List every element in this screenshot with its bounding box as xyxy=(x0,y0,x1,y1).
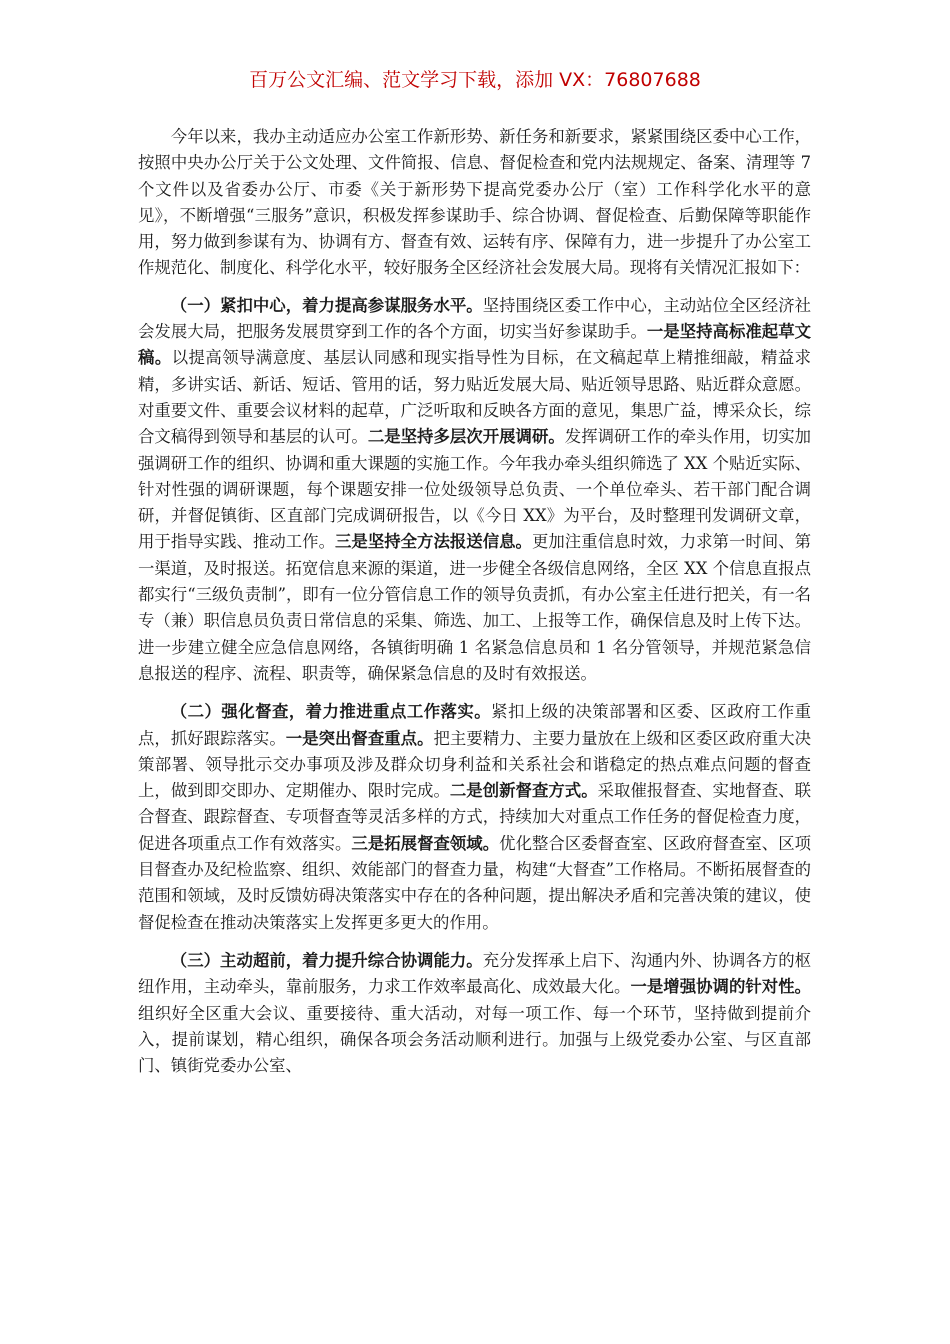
section-2-lead: 紧扣上级的决策部署和区委、区政府工作重点，抓好跟踪落实。 xyxy=(138,702,812,748)
section-2-point-2-title: 二是创新督查方式。 xyxy=(449,781,598,801)
document-body xyxy=(138,124,811,1091)
section-3-point-1-text: 组织好全区重大会议、重要接待、重大活动，对每一项工作、每一个环节，坚持做到提前介入，提前谋划，精心组织，确保各项会务活动顺利进行。加强与上级党委办公室、与区直部门、镇街党委办公室、 xyxy=(138,1003,811,1076)
section-2-point-2-text: 采取催报督查、实地督查、联合督查、跟踪督查、专项督查等灵活多样的方式，持续加大对重点工作任务的督促检查力度，促进各项重点工作有效落实。 xyxy=(138,781,812,853)
section-2-point-1-title: 一是突出督查重点。 xyxy=(285,728,434,748)
section-1-heading: （一）紧扣中心，着力提高参谋服务水平。 xyxy=(170,295,483,315)
section-1-point-2-text: 发挥调研工作的牵头作用，切实加强调研工作的组织、协调和重大课题的实施工作。今年我办牵头组织筛选了 XX 个贴近实际、针对性强的调研课题，每个课题安排一位处级领导总负责、一个单位牵头、若干部门配合调研，并督促镇街、区直部门完成调研报告，以《今日 XX》为平台，及时整理刊发调研文章，用于指导实践、推动工作。 xyxy=(138,427,812,552)
section-3-paragraph xyxy=(138,948,811,1079)
section-2-point-3-title: 三是拓展督查领域。 xyxy=(351,833,500,853)
section-1-point-3-title: 三是坚持全方法报送信息。 xyxy=(334,532,532,552)
section-2-paragraph xyxy=(138,699,811,936)
section-1-point-3-text: 更加注重信息时效，力求第一时间、第一渠道，及时报送。拓宽信息来源的渠道，进一步健全各级信息网络，全区 XX 个信息直报点都实行“三级负责制”，即有一位分管信息工作的领导负责抓，有办公室主任进行把关，有一名专（兼）职信息员负责日常信息的采集、筛选、加工、上报等工作，确保信息及时上传下达。进一步建立健全应急信息网络，各镇街明确 1 名紧急信息员和 1 名分管领导，并规范紧急信息报送的程序、流程、职责等，确保紧急信息的及时有效报送。 xyxy=(138,532,812,683)
section-1-point-1-title: 一是坚持高标准起草文稿。 xyxy=(138,322,812,368)
section-3-heading: （三）主动超前，着力提升综合协调能力。 xyxy=(170,950,483,970)
section-2-point-3-text: 优化整合区委督查室、区政府督查室、区项目督查办及纪检监察、组织、效能部门的督查力量，构建“大督查”工作格局。不断拓展督查的范围和领域，及时反馈妨碍决策落实中存在的各种问题，提出解决矛盾和完善决策的建议，使督促检查在推动决策落实上发挥更多更大的作用。 xyxy=(138,833,812,932)
download-watermark-header: 百万公文汇编、范文学习下载，添加 VX：76807688 xyxy=(249,69,701,91)
intro-paragraph: 今年以来，我办主动适应办公室工作新形势、新任务和新要求，紧紧围绕区委中心工作，按照中央办公厅关于公文处理、文件简报、信息、督促检查和党内法规规定、备案、清理等 7 个文件以及省委办公厅、市委《关于新形势下提高党委办公厅（室）工作科学化水平的意见》，不断增强“三服务”意识，积极发挥参谋助手、综合协调、督促检查、后勤保障等职能作用，努力做到参谋有为、协调有方、督查有效、运转有序、保障有力，进一步提升了办公室工作规范化、制度化、科学化水平，较好服务全区经济社会发展大局。现将有关情况汇报如下： xyxy=(138,127,811,278)
section-2-point-1-text: 把主要精力、主要力量放在上级和区委区政府重大决策部署、领导批示交办事项及涉及群众切身利益和关系社会和谐稳定的热点难点问题的督查上，做到即交即办、定期催办、限时完成。 xyxy=(138,728,812,801)
section-1-lead: 坚持围绕区委工作中心，主动站位全区经济社会发展大局，把服务发展贯穿到工作的各个方面，切实当好参谋助手。 xyxy=(138,295,811,342)
section-1-point-2-title: 二是坚持多层次开展调研。 xyxy=(367,427,565,447)
section-2-heading: （二）强化督查，着力推进重点工作落实。 xyxy=(170,702,492,722)
section-1-paragraph xyxy=(138,293,811,687)
section-3-lead: 充分发挥承上启下、沟通内外、协调各方的枢纽作用，主动牵头，靠前服务，力求工作效率最高化、成效最大化。 xyxy=(138,950,811,997)
section-1-point-1-text: 以提高领导满意度、基层认同感和现实指导性为目标，在文稿起草上精推细敲，精益求精，多讲实话、新话、短话、管用的话，努力贴近发展大局、贴近领导思路、贴近群众意愿。对重要文件、重要会议材料的起草，广泛听取和反映各方面的意见，集思广益，博采众长，综合文稿得到领导和基层的认可。 xyxy=(138,348,812,447)
section-3-point-1-title: 一是增强协调的针对性。 xyxy=(630,977,812,997)
